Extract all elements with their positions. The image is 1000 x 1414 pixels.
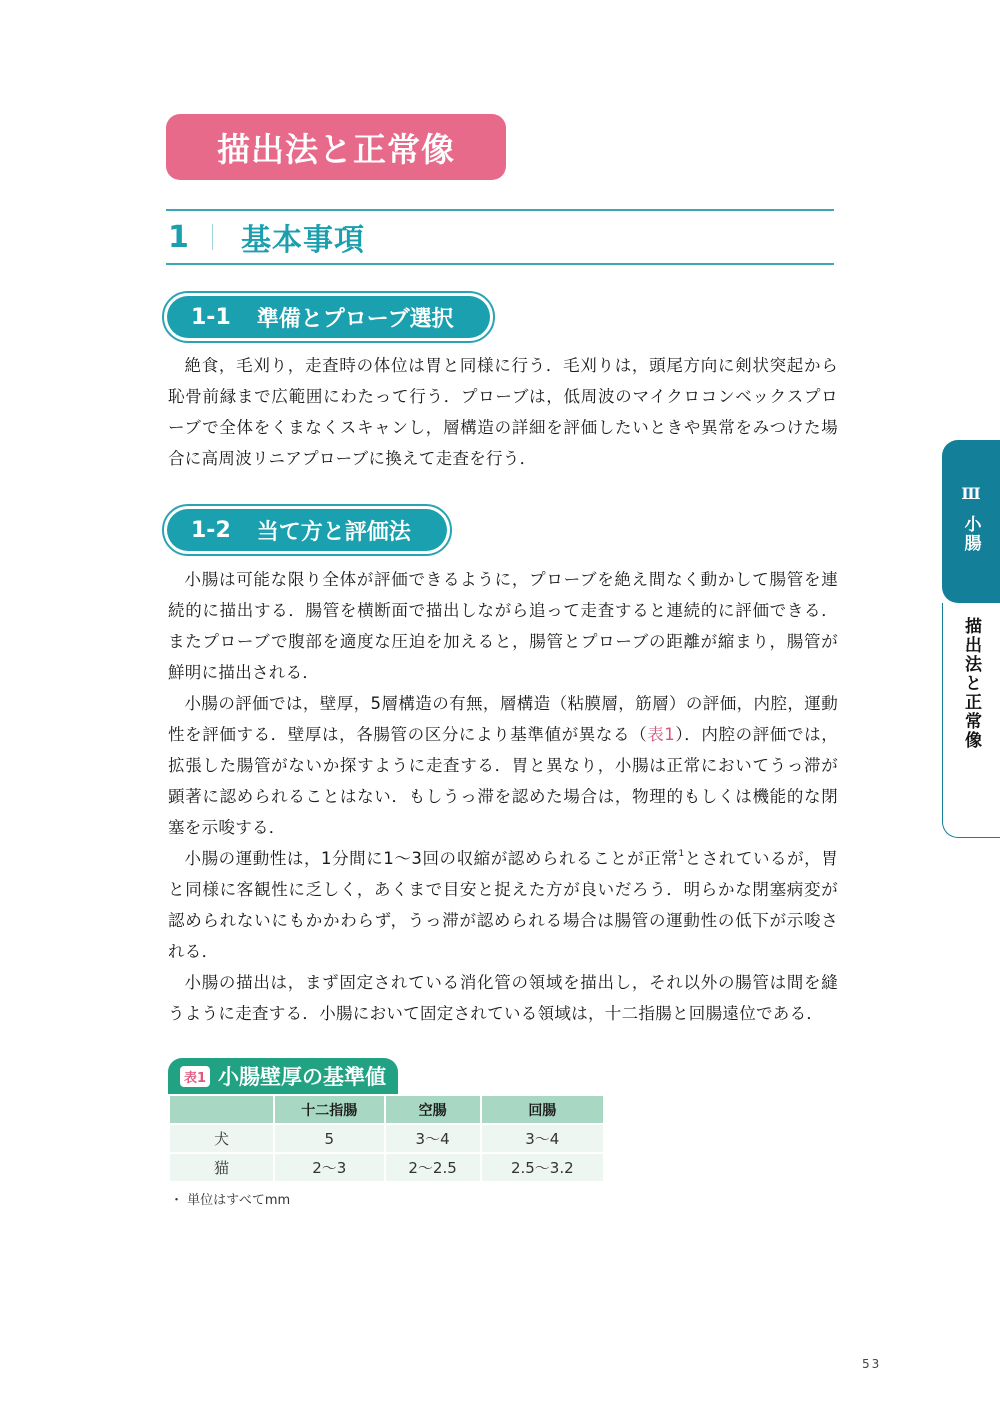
paragraph: 小腸の評価では，壁厚，5層構造の有無，層構造（粘膜層，筋層）の評価，内腔，運動性を評価する．壁厚は，各腸管の区分により基準値が異なる（表1）．内腔の評価では，拡張した腸管がないか探すように走査する．胃と異なり，小腸は正常においてうっ滞が顕著に認められることはない．もしうっ滞を認めた場合は，物理的もしくは機能的な閉塞を示唆する． bbox=[168, 694, 838, 837]
table-row: 猫 2〜3 2〜2.5 2.5〜3.2 bbox=[169, 1153, 604, 1182]
paragraph: 小腸は可能な限り全体が評価できるように，プローブを絶え間なく動かして腸管を連続的に描出する．腸管を横断面で描出しながら追って走査すると連続的に評価できる．またプローブで腹部を適度な圧迫を加えると，腸管とプローブの距離が縮まり，腸管が鮮明に描出される． bbox=[168, 570, 838, 682]
wall-thickness-table bbox=[168, 1094, 605, 1183]
chapter-side-tab[interactable] bbox=[942, 440, 1000, 838]
part-tab[interactable] bbox=[942, 440, 1000, 603]
paragraph: 小腸の運動性は，1分間に1〜3回の収縮が認められることが正常$^1$とされているが，胃と同様に客観性に乏しく，あくまで目安と捉えた方が良いだろう．明らかな閉塞病変が認められないにもかかわらず，うっ滞が認められる場合は腸管の運動性の低下が示唆される． bbox=[168, 849, 838, 961]
table-row: 犬 5 3〜4 3〜4 bbox=[169, 1124, 604, 1153]
table-note: ・ 単位はすべてmm bbox=[170, 1193, 291, 1208]
section-heading bbox=[166, 209, 834, 265]
subsection-title: 準備とプローブ選択 bbox=[256, 306, 454, 332]
section-title: 基本事項 bbox=[241, 223, 365, 258]
part-number: Ⅲ bbox=[961, 484, 981, 503]
body-text-1-1 bbox=[168, 350, 838, 474]
footnote-ref[interactable]: 1 bbox=[678, 849, 685, 859]
chapter-title: 描出法と正常像 bbox=[166, 114, 506, 180]
table-badge: 表1 bbox=[180, 1066, 210, 1087]
table-1 bbox=[168, 1058, 605, 1208]
chapter-tab[interactable] bbox=[942, 603, 1000, 838]
subsection-number: 1-1 bbox=[191, 304, 231, 330]
table-header-row: 十二指腸 空腸 回腸 bbox=[169, 1095, 604, 1124]
paragraph: 絶食，毛刈り，走査時の体位は胃と同様に行う．毛刈りは，頭尾方向に剣状突起から恥骨前縁まで広範囲にわたって行う．プローブは，低周波のマイクロコンベックスプローブで全体をくまなくスキャンし，層構造の詳細を評価したいときや異常をみつけた場合に高周波リニアプローブに換えて走査を行う． bbox=[168, 356, 838, 468]
body-text-1-2 bbox=[168, 564, 838, 1029]
chapter-tab-label: 描出法と正常像 bbox=[961, 617, 981, 750]
table-reference-link[interactable]: 表1 bbox=[647, 725, 676, 744]
page-number: 53 bbox=[862, 1357, 882, 1371]
table-caption bbox=[168, 1058, 398, 1094]
subsection-title: 当て方と評価法 bbox=[256, 519, 411, 545]
subsection-heading-1-1 bbox=[162, 291, 495, 343]
part-title: 小腸 bbox=[960, 515, 981, 553]
section-number: 1 bbox=[168, 219, 189, 255]
subsection-heading-1-2 bbox=[162, 504, 452, 556]
paragraph: 小腸の描出は，まず固定されている消化管の領域を描出し，それ以外の腸管は間を縫うように走査する．小腸において固定されている領域は，十二指腸と回腸遠位である． bbox=[168, 973, 838, 1023]
section-divider bbox=[212, 224, 213, 250]
table-title: 小腸壁厚の基準値 bbox=[218, 1065, 387, 1089]
subsection-number: 1-2 bbox=[191, 517, 231, 543]
